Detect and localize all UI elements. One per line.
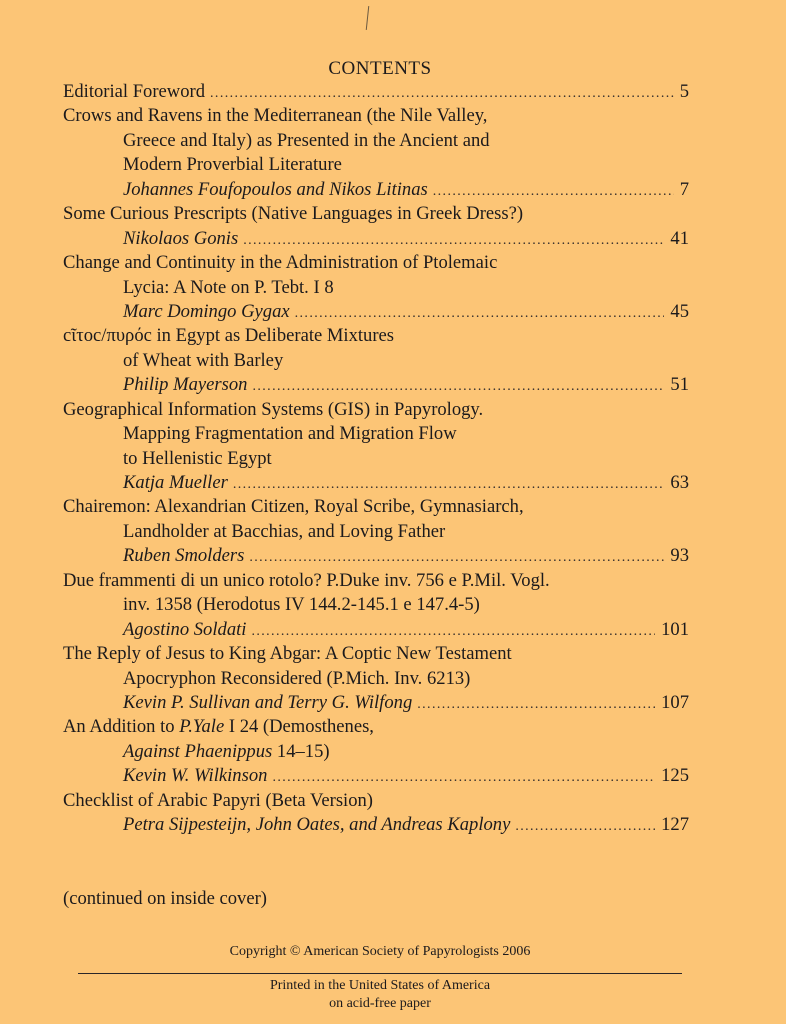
entry-title: Crows and Ravens in the Mediterranean (the Nile Valley, (63, 105, 488, 127)
entry-title-continued: of Wheat with Barley (123, 349, 284, 371)
toc-entry-author-line[interactable] (63, 178, 689, 202)
entry-title-part: An Addition to (63, 716, 180, 738)
divider (78, 973, 682, 974)
entry-author: Marc Domingo Gygax (123, 300, 290, 322)
entry-title: Some Curious Prescripts (Native Languages in Greek Dress?) (63, 203, 524, 225)
continued-note: (continued on inside cover) (63, 888, 267, 909)
entry-author: Kevin W. Wilkinson (123, 765, 268, 787)
leader-dots (417, 693, 655, 717)
entry-title-continued: Mapping Fragmentation and Migration Flow (123, 423, 457, 445)
entry-title: Editorial Foreword (63, 81, 206, 102)
entry-page-number: 51 (670, 374, 689, 396)
entry-author: Katja Mueller (123, 472, 228, 493)
pen-mark (366, 6, 370, 30)
toc-entry-author-line[interactable] (63, 813, 689, 837)
entry-author: Philip Mayerson (123, 374, 248, 396)
entry-title-part: 14–15) (272, 740, 330, 762)
entry-title: The Reply of Jesus to King Abgar: A Coptic New Testament (63, 643, 512, 665)
entry-page-number: 101 (661, 618, 689, 640)
entry-page-number: 127 (661, 814, 689, 836)
entry-title-continued: inv. 1358 (Herodotus IV 144.2-145.1 e 147.4-5) (123, 594, 480, 616)
toc-entry-author-line[interactable] (63, 691, 689, 715)
entry-page-number: 125 (661, 765, 689, 787)
entry-page-number: 5 (679, 81, 689, 102)
toc-entry-author-line[interactable] (63, 373, 689, 397)
entry-page-number: 7 (679, 178, 689, 200)
page-title: CONTENTS (328, 58, 432, 79)
entry-title-continued: Lycia: A Note on P. Tebt. I 8 (123, 276, 334, 298)
entry-title (63, 715, 689, 739)
entry-title-continued: Apocryphon Reconsidered (P.Mich. Inv. 6213) (123, 667, 471, 689)
printing-note-line: on acid-free paper (329, 996, 431, 1011)
entry-author: Nikolaos Gonis (123, 227, 239, 249)
toc-entry-author-line[interactable] (63, 471, 689, 495)
entry-title-continued (63, 740, 689, 764)
entry-author: Ruben Smolders (123, 545, 245, 567)
toc-entry-author-line[interactable] (63, 618, 689, 642)
entry-author: Johannes Foufopoulos and Nikos Litinas (123, 178, 428, 200)
toc-entry-author-line[interactable] (63, 300, 689, 324)
entry-title-continued: Modern Proverbial Literature (123, 154, 342, 176)
entry-title-continued: to Hellenistic Egypt (123, 447, 272, 469)
entry-page-number: 63 (670, 472, 689, 493)
entry-title-part: I 24 (Demosthenes, (224, 716, 374, 738)
table-of-contents (63, 80, 689, 838)
entry-title: Due frammenti di un unico rotolo? P.Duke inv. 756 e P.Mil. Vogl. (63, 569, 550, 591)
leader-dots (251, 620, 655, 644)
toc-entry-editorial-foreword[interactable] (63, 80, 689, 104)
entry-page-number: 45 (670, 300, 689, 322)
leader-dots (233, 473, 665, 497)
leader-dots (210, 82, 674, 106)
entry-title-italic-part: Against Phaenippus (123, 740, 273, 762)
toc-entry-author-line[interactable] (63, 764, 689, 788)
entry-author: Petra Sijpesteijn, John Oates, and Andreas Kaplony (123, 814, 511, 836)
entry-author: Kevin P. Sullivan and Terry G. Wilfong (123, 691, 413, 713)
entry-title: Chairemon: Alexandrian Citizen, Royal Scribe, Gymnasiarch, (63, 496, 524, 518)
entry-author: Agostino Soldati (123, 618, 247, 640)
entry-title-continued: Landholder at Bacchias, and Loving Father (123, 520, 446, 542)
printing-note (0, 977, 760, 1013)
leader-dots (252, 375, 664, 399)
copyright-notice: Copyright © American Society of Papyrologists 2006 (229, 944, 531, 959)
entry-title-continued: Greece and Italy) as Presented in the Ancient and (123, 129, 490, 151)
entry-page-number: 93 (670, 545, 689, 567)
leader-dots (433, 180, 674, 204)
leader-dots (515, 815, 655, 839)
entry-page-number: 107 (661, 691, 689, 713)
entry-title-italic-part: P.Yale (179, 716, 225, 738)
entry-title: Change and Continuity in the Administration of Ptolemaic (63, 252, 498, 274)
toc-entry-author-line[interactable] (63, 544, 689, 568)
entry-page-number: 41 (670, 227, 689, 249)
entry-title: Geographical Information Systems (GIS) in Papyrology. (63, 398, 484, 420)
leader-dots (295, 302, 665, 326)
leader-dots (243, 229, 664, 253)
leader-dots (249, 546, 664, 570)
printing-note-line: Printed in the United States of America (269, 978, 491, 993)
entry-title: Checklist of Arabic Papyri (Beta Version) (63, 789, 374, 811)
toc-entry-author-line[interactable] (63, 227, 689, 251)
leader-dots (272, 766, 655, 790)
entry-title: cῖτοc/πυρόc in Egypt as Deliberate Mixtures (63, 325, 395, 347)
